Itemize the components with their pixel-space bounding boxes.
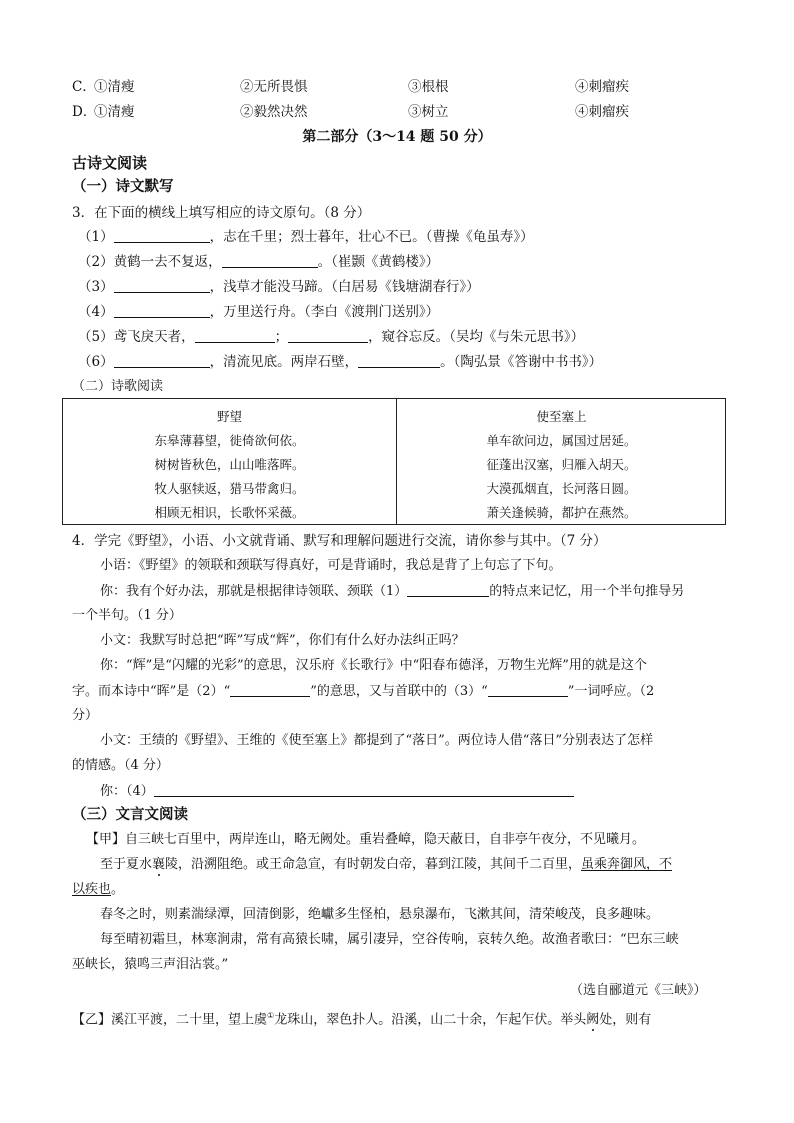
option-c-item-4: ④刺瘤疾 [575, 79, 629, 95]
poem-right-line: 大漠孤烟直，长河落日圆。 [486, 481, 637, 496]
jia-line-2: 至于夏水襄陵，沿溯阻绝。或王命急宣，有时朝发白帝，暮到江陵，其间千二百里，虽乘奔御风，不 [100, 857, 673, 872]
poem-left-line: 相顾无相识，长歌怀采薇。 [154, 505, 305, 520]
q3-blank-5a[interactable] [195, 328, 275, 343]
q4-dialogue-1: 小语：《野望》的领联和颈联写得真好，可是背诵时，我总是背了上句忘了下句。 [100, 558, 562, 573]
q3-line-1: （1） ，志在千里；烈士暮年，壮心不已。（曹操《龟虽寿》） [78, 229, 534, 245]
option-c-item-1: ①清瘦 [94, 79, 135, 95]
q3-blank-3[interactable] [114, 278, 210, 293]
poem-left-line: 树树皆秋色，山山唯落晖。 [154, 457, 305, 472]
poem-right-title: 使至塞上 [536, 409, 587, 424]
q4-dialogue-4-end: 分） [72, 708, 99, 723]
poem-right-line: 萧关逢候骑，都护在燕然。 [486, 505, 637, 520]
q4-dialogue-4-cont: 字。而本诗中“晖”是（2）“ ”的意思，又与首联中的（3）“ ”一词呼应。（2 [72, 684, 655, 699]
q4-blank-4[interactable] [154, 782, 574, 797]
poem-left [63, 405, 396, 525]
poem-left-title: 野望 [216, 409, 242, 424]
jia-line-4: 春冬之时，则素湍绿潭，回清倒影，绝巘多生怪柏，悬泉瀑布，飞漱其间，清荣峻茂，良多趣味。 [100, 907, 660, 922]
q3-line-4: （4） ，万里送行舟。（李白《渡荆门送别》） [78, 304, 440, 320]
option-d-item-3: ③树立 [408, 104, 449, 120]
poem-right [396, 405, 727, 525]
option-c-label: C． [72, 79, 96, 95]
poem-table [62, 398, 726, 525]
q4-blank-3[interactable] [488, 682, 568, 697]
subsection-recitation: （一）诗文默写 [72, 178, 174, 195]
q3-blank-2[interactable] [222, 253, 318, 268]
option-d-item-2: ②毅然决然 [240, 104, 308, 120]
q4-stem: 4．学完《野望》，小语、小文就背诵、默写和理解问题进行交流，请你参与其中。（7 分） [72, 533, 607, 549]
jia-line-1: 【甲】自三峡七百里中，两岸连山，略无阙处。重岩叠嶂，隐天蔽日，自非亭午夜分，不见曦月。 [86, 832, 646, 847]
poem-left-line: 东皋薄暮望，徙倚欲何依。 [154, 433, 305, 448]
option-c-item-3: ③根根 [408, 79, 449, 95]
jia-line-6: 巫峡长，猿鸣三声泪沾裳。” [72, 957, 229, 972]
q4-dialogue-5-cont: 的情感。（4 分） [72, 758, 169, 773]
q4-dialogue-5: 小文：王绩的《野望》、王维的《使至塞上》都提到了“落日”。两位诗人借“落日”分别表达了怎样 [100, 733, 654, 748]
poem-right-line: 单车欲问边，属国过居延。 [486, 433, 637, 448]
q4-blank-1[interactable] [407, 582, 489, 597]
jia-line-3: 以疾也。 [72, 882, 125, 897]
q4-dialogue-6: 你：（4） [100, 782, 574, 801]
footnote-marker: ① [267, 1011, 275, 1020]
yi-line-1: 【乙】溪江平渡，二十里，望上虞①龙珠山，翠色扑人。沿溪，山二十余，乍起乍伏。举头阙处，则有 [72, 1011, 652, 1028]
q3-line-3: （3） ，浅草才能没马蹄。（白居易《钱塘湖春行》） [78, 279, 480, 295]
dotted-char-xiang: 襄 [152, 857, 166, 872]
q3-line-5: （5）鸢飞戾天者， ； ，窥谷忘反。（吴均《与朱元思书》） [78, 329, 585, 345]
part-two-title: 第二部分（3～14 题 50 分） [302, 129, 492, 145]
option-d-label: D． [72, 104, 97, 120]
q4-dialogue-2: 你：我有个好办法，那就是根据律诗领联、颈联（1） 的特点来记忆，用一个半句推导另 [100, 584, 685, 599]
q4-dialogue-4: 你：“辉”是“闪耀的光彩”的意思，汉乐府《长歌行》中“阳春布德泽，万物生光辉”用的就是这个 [100, 658, 647, 673]
option-c-item-2: ②无所畏惧 [240, 79, 308, 95]
subsection-poem-reading: （二）诗歌阅读 [72, 379, 164, 394]
jia-line-5: 每至晴初霜旦，林寒涧肃，常有高猿长啸，属引凄异，空谷传响，哀转久绝。故渔者歌曰：“巴东三峡 [100, 932, 679, 947]
option-d-item-1: ①清瘦 [94, 104, 135, 120]
q3-blank-6b[interactable] [358, 353, 440, 368]
q3-blank-5b[interactable] [288, 328, 368, 343]
option-d-item-4: ④刺瘤疾 [575, 104, 629, 120]
q4-blank-2[interactable] [230, 682, 310, 697]
poem-right-line: 征蓬出汉塞，归雁入胡天。 [486, 457, 637, 472]
section-ancient-poetry: 古诗文阅读 [72, 154, 148, 172]
poem-left-line: 牧人驱犊返，猎马带禽归。 [154, 481, 305, 496]
q3-blank-1[interactable] [114, 228, 210, 243]
q4-dialogue-2-cont: 一个半句。（1 分） [72, 608, 182, 623]
q3-line-6: （6） ，清流见底。两岸石壁， 。（陶弘景《答谢中书书》） [78, 354, 603, 370]
jia-underlined-sentence: 虽乘奔御风，不 [581, 857, 673, 872]
q4-dialogue-3: 小文：我默写时总把“晖”写成“辉”，你们有什么好办法纠正吗？ [100, 633, 465, 648]
jia-underlined-sentence-end: 以疾也 [72, 882, 112, 897]
dotted-char-que: 阙 [586, 1012, 600, 1028]
q3-stem: 3．在下面的横线上填写相应的诗文原句。（8 分） [72, 205, 371, 221]
q3-blank-4[interactable] [114, 303, 210, 318]
q3-line-2: （2）黄鹤一去不复返， 。（崔颢《黄鹤楼》） [78, 254, 440, 270]
q3-blank-6a[interactable] [114, 353, 210, 368]
subsection-classical-reading: （三）文言文阅读 [72, 806, 188, 823]
jia-source: （选自郦道元《三峡》） [570, 983, 707, 998]
